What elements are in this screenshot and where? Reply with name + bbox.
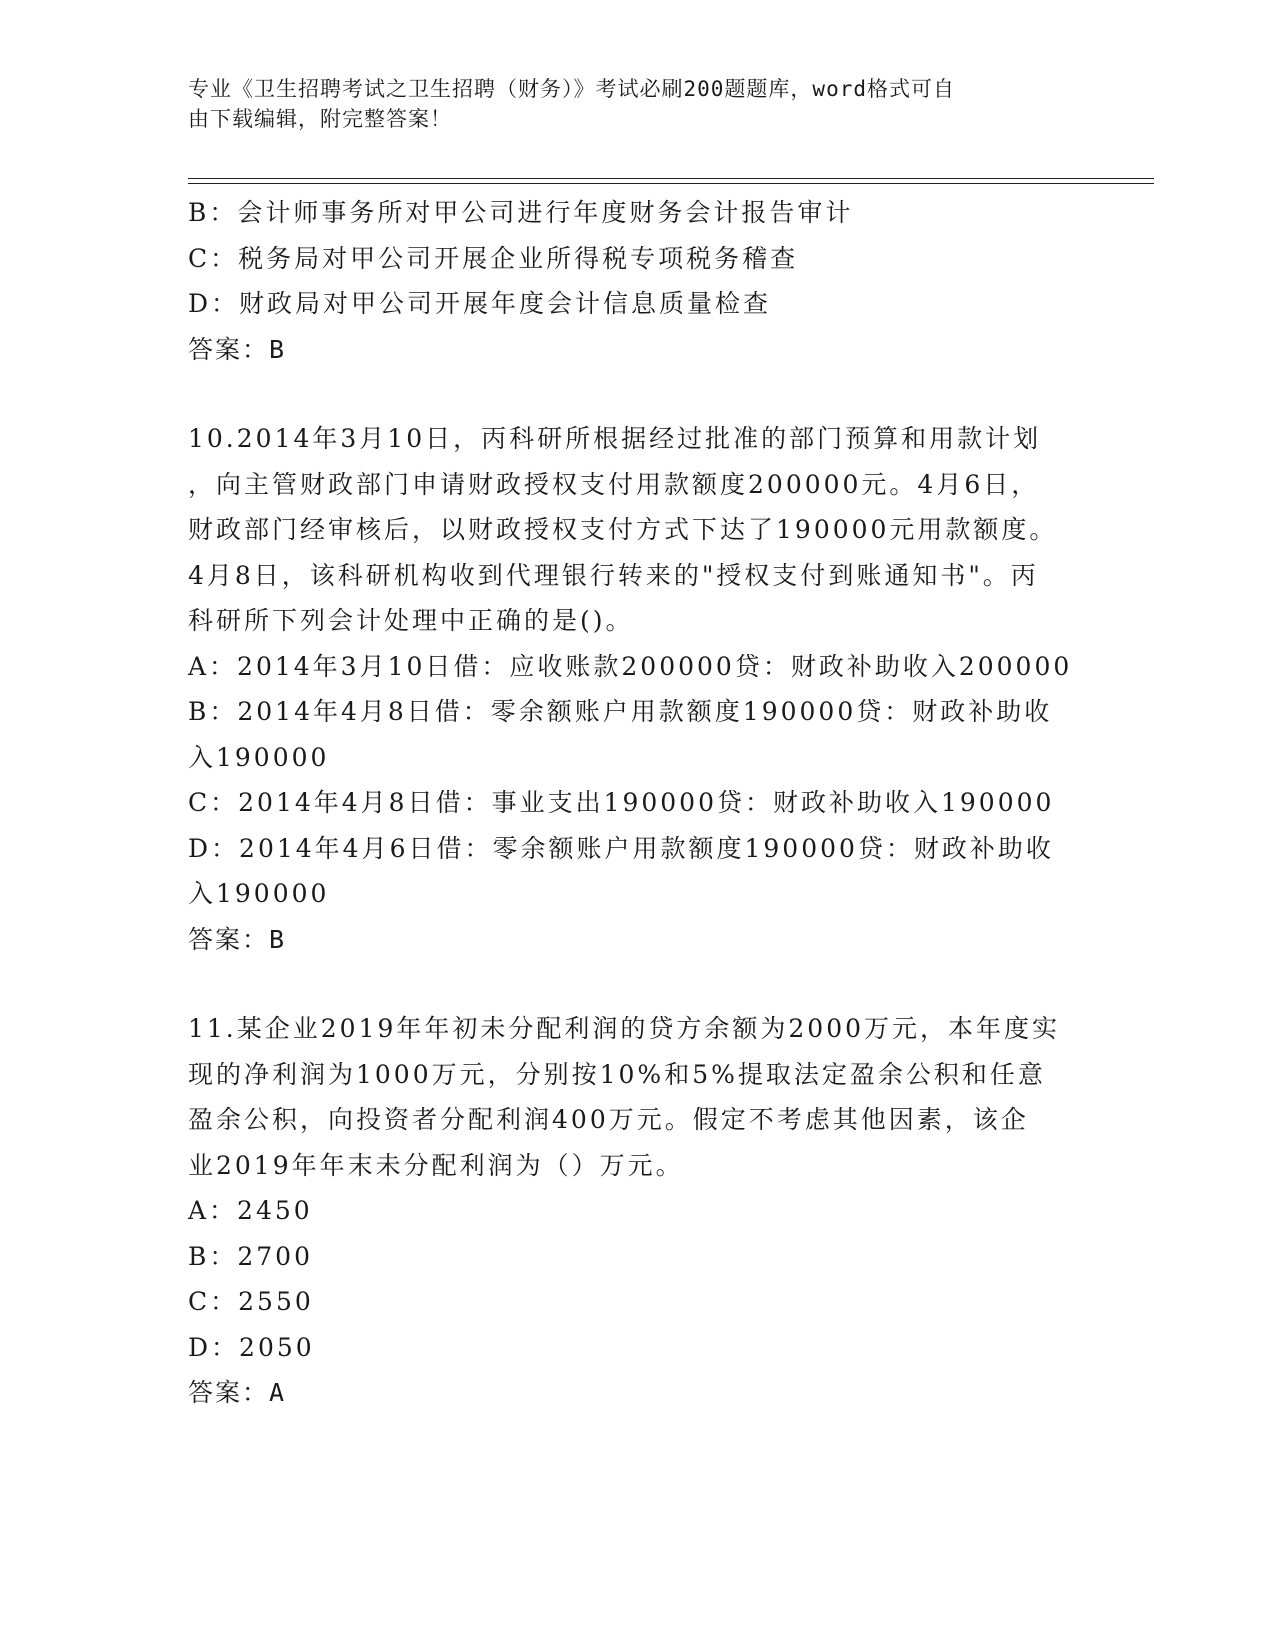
q11-answer: 答案：A (188, 1378, 287, 1407)
q11-stem-line: 业2019年年末未分配利润为（）万元。 (188, 1150, 684, 1180)
q9-option-b: B：会计师事务所对甲公司进行年度财务会计报告审计 (188, 198, 854, 227)
q9-option-c: C：税务局对甲公司开展企业所得税专项税务稽查 (188, 243, 799, 273)
q11-option-a: A：2450 (188, 1196, 313, 1225)
question-content (188, 190, 1088, 1416)
q10-option-c: C：2014年4月8日借：事业支出190000贷：财政补助收入190000 (188, 788, 1055, 817)
header-divider-top (188, 178, 1154, 179)
header-line-2: 由下载编辑，附完整答案！ (188, 107, 452, 131)
q11-option-b: B：2700 (188, 1241, 313, 1271)
q9-option-d: D：财政局对甲公司开展年度会计信息质量检查 (188, 289, 772, 318)
q10-option-d-cont: 入190000 (188, 879, 330, 908)
q10-stem-line: 科研所下列会计处理中正确的是()。 (188, 606, 634, 635)
q10-stem-line: ，向主管财政部门申请财政授权支付用款额度200000元。4月6日， (188, 469, 1040, 499)
q11-option-d: D：2050 (188, 1332, 315, 1362)
q10-option-a: A：2014年3月10日借：应收账款200000贷：财政补助收入200000 (188, 651, 1073, 681)
document-header (188, 74, 1068, 134)
question-spacer (188, 372, 1088, 416)
question-9 (188, 190, 1088, 372)
q10-answer: 答案：B (188, 924, 287, 954)
q11-stem-line: 现的净利润为1000万元，分别按10%和5%提取法定盈余公积和任意 (188, 1059, 1046, 1089)
q11-option-c: C：2550 (188, 1287, 314, 1316)
question-11 (188, 1006, 1088, 1416)
q11-stem-line: 盈余公积，向投资者分配利润400万元。假定不考虑其他因素，该企 (188, 1105, 1029, 1134)
q9-answer: 答案：B (188, 334, 287, 364)
q10-stem-line: 10.2014年3月10日，丙科研所根据经过批准的部门预算和用款计划 (188, 424, 1042, 453)
q10-option-b-cont: 入190000 (188, 742, 330, 772)
question-10 (188, 416, 1088, 962)
header-divider-bottom (188, 183, 1154, 184)
q10-option-b: B：2014年4月8日借：零余额账户用款额度190000贷：财政补助收 (188, 697, 1053, 726)
q10-stem-line: 财政部门经审核后，以财政授权支付方式下达了190000元用款额度。 (188, 515, 1058, 544)
question-spacer (188, 962, 1088, 1006)
q11-stem-line: 11.某企业2019年年初未分配利润的贷方余额为2000万元，本年度实 (188, 1014, 1061, 1043)
q10-option-d: D：2014年4月6日借：零余额账户用款额度190000贷：财政补助收 (188, 833, 1054, 863)
header-line-1: 专业《卫生招聘考试之卫生招聘（财务）》考试必刷200题题库，word格式可自 (188, 77, 955, 101)
q10-stem-line: 4月8日，该科研机构收到代理银行转来的"授权支付到账通知书"。丙 (188, 560, 1039, 590)
